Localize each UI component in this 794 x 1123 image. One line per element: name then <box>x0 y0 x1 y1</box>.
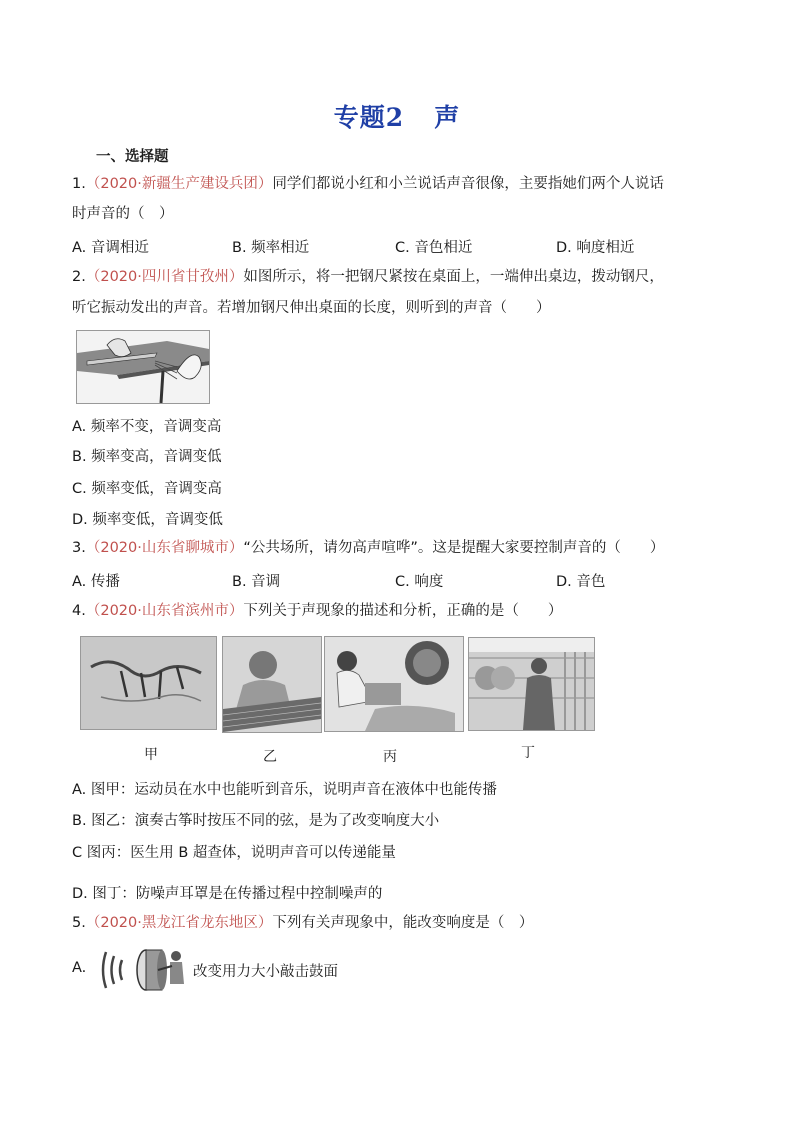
page-title <box>0 98 794 134</box>
label-jia: 甲 <box>144 747 158 763</box>
q3-option-d: D. 音色 <box>556 574 606 590</box>
section-heading: 一、选择题 <box>96 149 169 165</box>
q1-option-a: A. 音调相近 <box>72 240 149 256</box>
ruler-figure <box>76 330 210 404</box>
q2-option-a: A. 频率不变，音调变高 <box>72 419 222 435</box>
figure-ding-factory <box>468 637 595 731</box>
title-sub: 声 <box>434 103 461 132</box>
q1-line1 <box>72 173 664 195</box>
guzheng-drawing <box>223 637 321 732</box>
q1-source: （2020·新疆生产建设兵团） <box>85 176 273 192</box>
ultrasound-drawing <box>325 637 463 731</box>
q3-number: 3. <box>72 540 86 556</box>
q2-source: （2020·四川省甘孜州） <box>85 269 244 285</box>
drum-figure <box>100 946 192 994</box>
label-yi: 乙 <box>263 749 277 765</box>
ruler-drawing <box>77 331 209 403</box>
q4-line1 <box>72 600 562 622</box>
q1-text1: 同学们都说小红和小兰说话声音很像，主要指她们两个人说话 <box>272 176 664 192</box>
q4-option-c: C 图丙：医生用 B 超查体，说明声音可以传递能量 <box>72 845 396 861</box>
label-bing: 丙 <box>383 749 397 765</box>
figure-bing-ultrasound <box>324 636 464 732</box>
q4-option-a: A. 图甲：运动员在水中也能听到音乐，说明声音在液体中也能传播 <box>72 782 497 798</box>
q3-text1: “公共场所，请勿高声喧哗”。这是提醒大家要控制声音的（ ） <box>243 540 665 556</box>
q1-text2: 时声音的（ ） <box>72 206 174 222</box>
q1-option-b: B. 频率相近 <box>232 240 310 256</box>
q4-option-b: B. 图乙：演奏古筝时按压不同的弦，是为了改变响度大小 <box>72 813 440 829</box>
q5-option-a-letter: A. <box>72 960 87 976</box>
q3-option-c: C. 响度 <box>395 574 444 590</box>
q4-option-d: D. 图丁：防噪声耳罩是在传播过程中控制噪声的 <box>72 886 383 902</box>
q1-option-c: C. 音色相近 <box>395 240 473 256</box>
q3-option-a: A. 传播 <box>72 574 120 590</box>
q3-line1 <box>72 537 664 559</box>
q2-text2: 听它振动发出的声音。若增加钢尺伸出桌面的长度，则听到的声音（ ） <box>72 300 551 316</box>
q2-option-c: C. 频率变低，音调变高 <box>72 481 222 497</box>
q2-option-d: D. 频率变低，音调变低 <box>72 512 223 528</box>
q4-text1: 下列关于声现象的描述和分析，正确的是（ ） <box>243 603 563 619</box>
q3-source: （2020·山东省聊城市） <box>85 540 244 556</box>
q4-source: （2020·山东省滨州市） <box>85 603 244 619</box>
q2-text1: 如图所示，将一把钢尺紧按在桌面上，一端伸出桌边，拨动钢尺， <box>243 269 664 285</box>
q3-option-b: B. 音调 <box>232 574 281 590</box>
swimmers-drawing <box>81 637 216 729</box>
figure-jia-swimmers <box>80 636 217 730</box>
q1-number: 1. <box>72 176 86 192</box>
q2-option-b: B. 频率变高，音调变低 <box>72 449 222 465</box>
q2-number: 2. <box>72 269 86 285</box>
title-main: 专题2 <box>333 103 405 132</box>
q5-text1: 下列有关声现象中，能改变响度是（ ） <box>272 915 534 931</box>
q5-line1 <box>72 912 533 934</box>
drum-drawing <box>100 946 192 994</box>
figure-yi-guzheng <box>222 636 322 733</box>
q5-number: 5. <box>72 915 86 931</box>
q5-option-a-text: 改变用力大小敲击鼓面 <box>193 964 338 980</box>
q1-option-d: D. 响度相近 <box>556 240 635 256</box>
q5-source: （2020·黑龙江省龙东地区） <box>85 915 273 931</box>
q4-number: 4. <box>72 603 86 619</box>
factory-drawing <box>469 638 594 730</box>
q2-line1 <box>72 266 664 288</box>
label-ding: 丁 <box>521 745 535 761</box>
